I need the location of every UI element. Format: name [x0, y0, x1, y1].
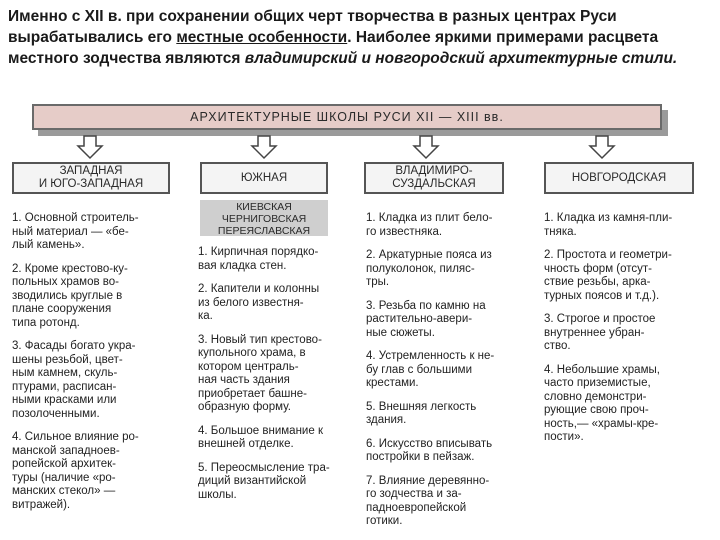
column-vladimir — [366, 212, 536, 539]
intro-text-2: . Наиболее яркими примерами расцвета местного зодчества являются — [8, 29, 659, 67]
arrow-down-icon — [78, 136, 102, 158]
list-item: 2. Кроме крестово-ку- польных храмов во- зводились круглые в плане сооружения типа ротонд. — [12, 262, 128, 329]
list-item: 4. Небольшие храмы, часто приземистые, словно демонстри- рующие свою проч- ность,— «храмы-кре- пости». — [544, 363, 660, 443]
arrow-down-icon — [252, 136, 276, 158]
list-item: 4. Сильное влияние ро- манской западноев- ропейской архитек- туры (наличие «ро- манских стекол» — витражей). — [12, 431, 139, 511]
list-item: 1. Кладка из плит бело- го известняка. — [366, 212, 493, 238]
school-header-western: ЗАПАДНАЯ И ЮГО-ЗАПАДНАЯ — [12, 162, 170, 194]
list-item: 1. Основной строитель- ный материал — «бе- лый камень». — [12, 212, 139, 251]
list-item: 4. Большое внимание к внешней отделке. — [198, 424, 323, 450]
list-item: 5. Переосмысление тра- диций византийской школы. — [198, 461, 330, 501]
school-header-novgorod: НОВГОРОДСКАЯ — [544, 162, 694, 194]
intro-underlined: местные особенности — [176, 29, 348, 46]
column-novgorod — [544, 212, 716, 455]
southern-subschools: КИЕВСКАЯ ЧЕРНИГОВСКАЯ ПЕРЕЯСЛАВСКАЯ — [200, 200, 328, 236]
list-item: 5. Внешняя легкость здания. — [366, 400, 477, 426]
school-header-southern: ЮЖНАЯ — [200, 162, 328, 194]
arrow-down-icon — [590, 136, 614, 158]
list-item: 1. Кирпичная порядко- вая кладка стен. — [198, 246, 319, 272]
arrow-down-icon — [414, 136, 438, 158]
list-item: 3. Резьба по камню на растительно-авери- ные сюжеты. — [366, 299, 486, 339]
list-item: 2. Аркатурные пояса из полуколонок, пиляс- тры. — [366, 249, 492, 288]
list-item: 2. Простота и геометри- чность форм (отсут- ствие резьбы, арка- турных поясов и т.д.). — [544, 249, 672, 302]
school-header-vladimir: ВЛАДИМИРО- СУЗДАЛЬСКАЯ — [364, 162, 504, 194]
diagram-title: АРХИТЕКТУРНЫЕ ШКОЛЫ РУСИ XII — XIII вв. — [32, 104, 662, 130]
intro-text-1: Именно с XII в. при сохранении общих черт творчества в разных центрах Руси вырабатывались его — [8, 8, 617, 46]
list-item: 3. Новый тип крестово- купольного храма, в котором централь- ная часть здания приобретает башне- образную форму. — [198, 333, 322, 413]
list-item: 4. Устремленность к не- бу глав с большими крестами. — [366, 350, 495, 389]
list-item: 3. Строгое и простое внутреннее убран- ство. — [544, 313, 656, 352]
column-western — [12, 212, 184, 522]
intro-italic: владимирский и новгородский архитектурные стили. — [244, 50, 678, 67]
list-item: 2. Капители и колонны из белого известня- ка. — [198, 283, 320, 322]
column-southern — [198, 246, 358, 512]
list-item: 1. Кладка из камня-пли- тняка. — [544, 212, 673, 238]
list-item: 3. Фасады богато укра- шены резьбой, цвет- ным камнем, скуль- птурами, расписан- ными красками или позолоченными. — [12, 340, 136, 420]
list-item: 7. Влияние деревянно- го зодчества и за- падноевропейской готики. — [366, 474, 490, 527]
list-item: 6. Искусство вписывать постройки в пейзаж. — [366, 437, 493, 463]
